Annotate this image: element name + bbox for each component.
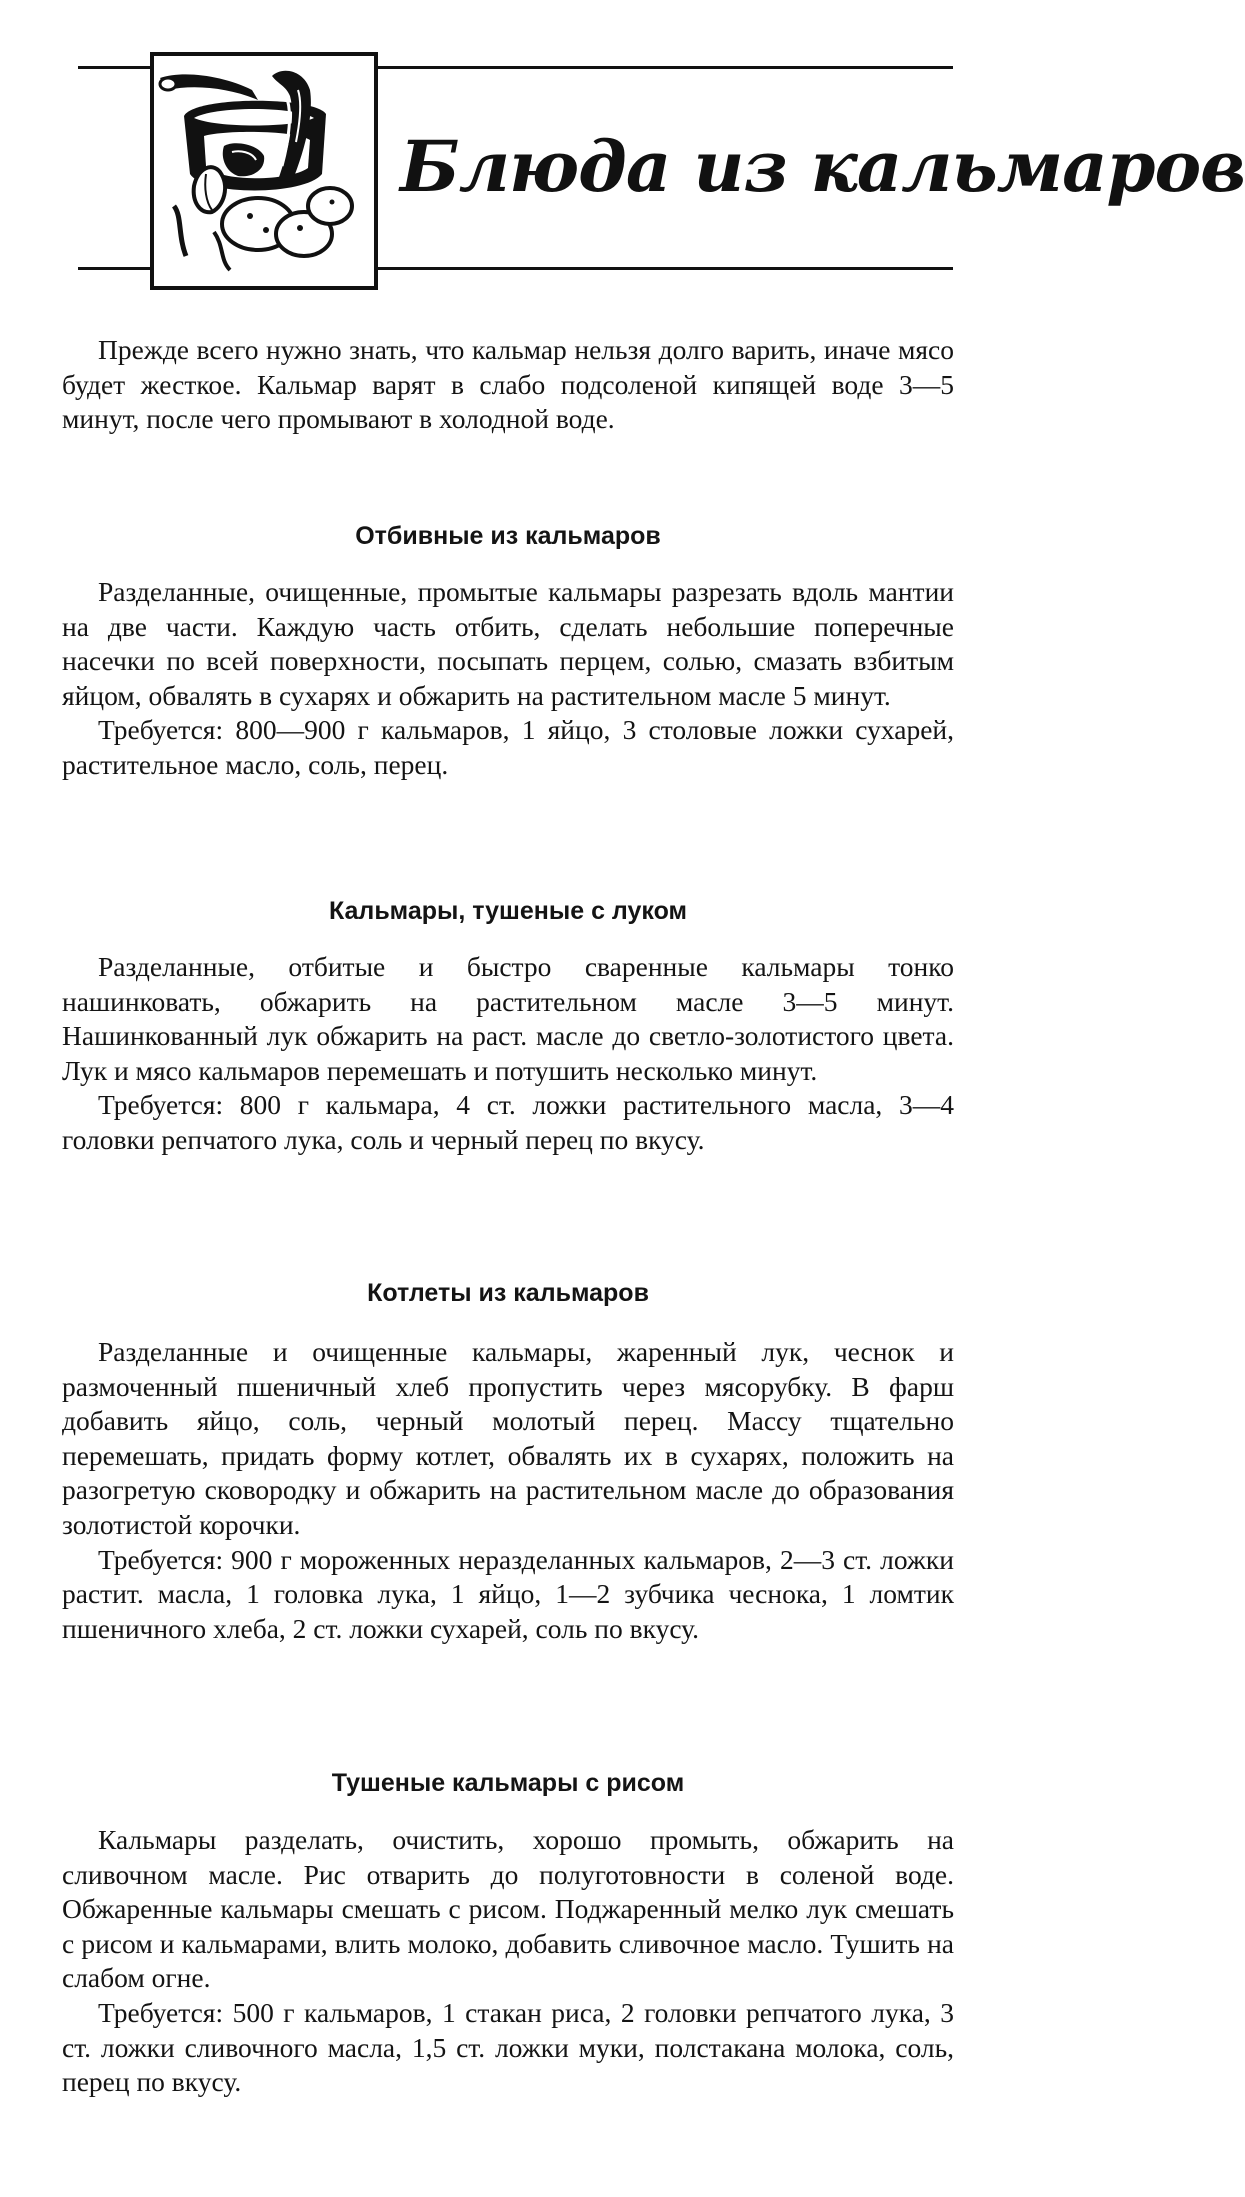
recipe-method: Кальмары разделать, очистить, хорошо промыть, обжарить на сливочном масле. Рис отварить до полуготовности в соленой воде. Обжаренные кальмары смешать с рисом. Поджаренный мелко лук смешать с рисом и кальмарами, влить молоко, добавить сливочное масло. Тушить на слабом огне. [62, 1824, 954, 1994]
recipe-method: Разделанные, очищенные, промытые кальмары разрезать вдоль мантии на две части. Каждую часть отбить, сделать небольшие поперечные насечки по всей поверхности, посыпать перцем, солью, смазать взбитым яйцом, обвалять в сухарях и обжарить на растительном масле 5 минут. [62, 576, 954, 711]
intro-paragraph [62, 333, 954, 437]
recipe-ingredients: Требуется: 800 г кальмара, 4 ст. ложки растительного масла, 3—4 головки репчатого лука, соль и черный перец по вкусу. [62, 1089, 954, 1155]
section-title: Блюда из кальмаров [400, 125, 1245, 208]
recipe-ingredients: Требуется: 900 г мороженных неразделанных кальмаров, 2—3 ст. ложки растит. масла, 1 головка лука, 1 яйцо, 1—2 зубчика чеснока, 1 ломтик пшеничного хлеба, 2 ст. ложки сухарей, соль по вкусу. [62, 1543, 954, 1644]
recipe-ingredients: Требуется: 800—900 г кальмаров, 1 яйцо, 3 столовые ложки сухарей, растительное масло, соль, перец. [62, 714, 954, 780]
saucepan-with-squid-and-potatoes-illustration [150, 52, 378, 290]
recipe-ingredients: Требуется: 500 г кальмаров, 1 стакан риса, 2 головки репчатого лука, 3 ст. ложки сливочного масла, 1,5 ст. ложки муки, полстакана молока, соль, перец по вкусу. [62, 1996, 954, 2098]
header-rule-top-right [378, 66, 953, 69]
section-header [0, 0, 1245, 300]
recipe-title: Котлеты из кальмаров [367, 1279, 649, 1307]
recipe-title: Тушеные кальмары с рисом [331, 1769, 685, 1797]
header-rule-bottom-left [78, 267, 150, 270]
recipe-body [62, 950, 954, 1158]
recipe-method: Разделанные, отбитые и быстро сваренные кальмары тонко нашинковать, обжарить на растительном масле 3—5 минут. Нашинкованный лук обжарить на раст. масле до светло-золотистого цвета. Лук и мясо кальмаров перемешать и потушить несколько минут. [62, 951, 954, 1086]
recipe-method: Разделанные и очищенные кальмары, жаренный лук, чеснок и размоченный пшеничный хлеб пропустить через мясорубку. В фарш добавить яйцо, соль, черный молотый перец. Массу тщательно перемешать, придать форму котлет, обвалять их в сухарях, положить на разогретую сковородку и обжарить на растительном масле до образования золотистой корочки. [62, 1336, 954, 1540]
header-rule-top-left [78, 66, 150, 69]
recipe-body [62, 1335, 954, 1646]
header-rule-bottom-right [378, 267, 953, 270]
intro-text: Прежде всего нужно знать, что кальмар нельзя долго варить, иначе мясо будет жесткое. Кальмар варят в слабо подсоленой кипящей воде 3—5 минут, после чего промывают в холодной воде. [62, 334, 954, 435]
recipe-body [62, 1823, 954, 2100]
recipe-title: Кальмары, тушеные с луком [328, 897, 688, 925]
recipe-body [62, 575, 954, 783]
recipe-title: Отбивные из кальмаров [355, 522, 661, 550]
